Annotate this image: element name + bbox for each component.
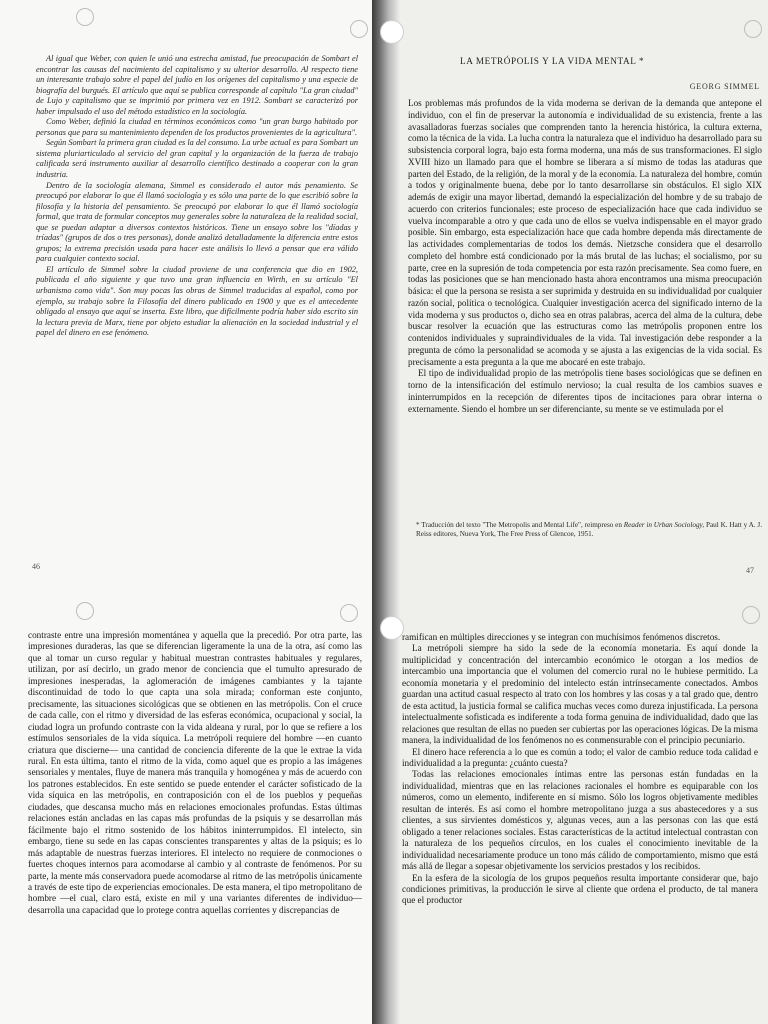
body-paragraph: contraste entre una impresión momentánea y aquella que la precedió. Por otra parte, las impresiones duraderas, las que se diferencian ligeramente la una de la otra, así como las que al tomar un curso regular y habitual muestran contrastes habituales y regulares, utilizan, por así decirlo, un grado menor de conciencia que el tumulto apresurado de impresiones inesperadas, la aglomeración de imágenes cambiantes y la tajante discontinuidad de todo lo que capta una sola mirada; conforman este conjunto, precisamente, las situaciones sicológicas que se obtienen en las metrópolis. Con el cruce de cada calle, con el ritmo y diversidad de las esferas económica, ocupacional y social, la ciudad logra un profundo contraste con la vida aldeana y rural, por lo que se refiere a los estímulos sensoriales de la vida síquica. La metrópoli requiere del hombre —en cuanto criatura que discierne— una cantidad de conciencia diferente de la que le extrae la vida rural. En esta última, tanto el ritmo de la vida, como aquel que es propio a las imágenes sensoriales y mentales, fluye de manera más tranquila y homogénea y más de acuerdo con los patrones establecidos. En este sentido se puede entender el carácter sofisticado de la vida síquica en las metrópolis, en contraposición con el de los pueblos y pequeñas ciudades, que descansa mucho más en relaciones emocionales profundas. Estas últimas relaciones están ancladas en las capas más profundas de la psiquis y se desarrollan más fácilmente bajo el ritmo sostenido de los hábitos ininterrumpidos. El intelecto, sin embargo, tiene su sede en las capas conscientes transparentes y altas de la psiquis; es lo más adaptable de nuestras fuerzas interiores. El intelecto no requiere de conmociones o fuertes choques internos para acomodarse al cambio y al contraste de fenómenos. Por su parte, la mente más conservadora puede acomodarse al ritmo de las metrópolis únicamente a través de este tipo de experiencias emocionales. De esta manera, el tipo metropolitano de hombre —el cual, claro está, existe en mil y una variantes diferentes de individuo— desarrolla una capacidad que lo protege contra aquellas corrientes y discrepancias de: [28, 630, 362, 915]
translation-footnote: [416, 521, 762, 539]
article-body-continued: [28, 630, 362, 916]
editor-introduction: [36, 54, 358, 339]
intro-paragraph: El artículo de Simmel sobre la ciudad proviene de una conferencia que dio en 1902, publicada el año siguiente y que tuvo una gran influencia en Wirth, en su artículo "El urbanismo como vida". Son muy pocas las obras de Simmel traducidas al español, como por ejemplo, su trabajo sobre la Filosofía del dinero publicado en 1900 y que es el antecedente obligado al ensayo que aquí se inserta. Este libro, que difícilmente podría haber sido escrito sin la lectura previa de Marx, tiene por objeto estudiar la alienación en la sociedad industrial y el papel del dinero en ese fenómeno.: [36, 264, 358, 338]
body-paragraph: En la esfera de la sicología de los grupos pequeños resulta importante considerar que, bajo condiciones primitivas, la producción le sirve al cliente que ordena el producto, de tal manera que el productor: [402, 872, 758, 906]
binding-shadow: [372, 0, 400, 598]
body-paragraph: El tipo de individualidad propio de las metrópolis tiene bases sociológicas que se definen en torno de la intensificación del estímulo nervioso; la cual resulta de los cambios suaves e ininterrumpidos en la recepción de diferentes tipos de incitaciones para obrar interna o externamente. Siendo el hombre un ser diferenciante, su mente se ve estimulada por el: [408, 368, 762, 414]
intro-paragraph: Según Sombart la primera gran ciudad es la del consumo. La urbe actual es para Sombart un sistema pluriarticulado al servicio del gran capital y la organización de la fuerza de trabajo calificada será instrumento auxiliar al desarrollo científico destinado a cooperar con la gran industria.: [36, 138, 358, 180]
page-number: 47: [746, 566, 754, 575]
footnote-text: * Traducción del texto "The Metropolis and Mental Life", reimpreso en: [416, 521, 624, 529]
punch-hole: [380, 616, 404, 640]
binder-ring-mark: [350, 20, 368, 38]
article-author: GEORG SIMMEL: [689, 82, 760, 91]
punch-hole: [380, 20, 404, 44]
binder-ring-mark: [76, 602, 94, 620]
article-body: [408, 98, 762, 415]
body-paragraph: Todas las relaciones emocionales íntimas entre las personas están fundadas en la individualidad, mientras que en las relaciones racionales el hombre es equiparable con los números, como un elemento, indiferente en sí mismo. Sólo los logros objetivamente medibles resultan de interés. Es así como el hombre metropolitano juzga a sus abastecedores y a sus clientes, a sus sirvientes domésticos y, algunas veces, aun a las personas con las que está obligado a tener relaciones sociales. Estas características de la actitud intelectual contrastan con la naturaleza de los pequeños círculos, en los cuales el conocimiento inevitable de la individualidad necesariamente produce un tono más cálido de comportamiento, mismo que está más allá de llegar a sopesar objetivamente los servicios prestados y los recibidos.: [402, 769, 758, 872]
binding-shadow: [372, 598, 400, 1024]
intro-paragraph: Dentro de la sociología alemana, Simmel es considerado el autor más penamiento. Se preocupó por elaborar lo que él llamó sociología y es sólo una parte de lo que escribió sobre la filosofía y la historia del pensamiento. Se preocupó por elaborar lo que él llamó sociología formal, que trata de formular conceptos muy generales sobre la naturaleza de la realidad social, que se puedan adaptar a diversos contextos históricos. Tiene un ensayo sobre los "díadas y tríadas" (grupos de dos o tres personas), donde analizó detalladamente la diferencia entre estos grupos; la extrema precisión usada para hacer este análisis lo llevó a pensar que era válido para cualquier contexto social.: [36, 180, 359, 264]
article-body-continued: [402, 632, 758, 907]
page-number: 46: [32, 562, 40, 571]
binder-ring-mark: [340, 604, 358, 622]
binder-ring-mark: [76, 8, 94, 26]
article-title: LA METRÓPOLIS Y LA VIDA MENTAL *: [460, 56, 645, 66]
body-paragraph: El dinero hace referencia a lo que es común a todo; el valor de cambio reduce toda calidad e individualidad a la pregunta: ¿cuánto cuesta?: [402, 746, 758, 768]
body-paragraph: ramifican en múltiples direcciones y se integran con muchísimos fenómenos discretos.: [402, 632, 721, 642]
body-paragraph: Los problemas más profundos de la vida moderna se derivan de la demanda que antepone el individuo, con el fin de preservar la autonomía e individualidad de su existencia, frente a las avasalladoras fuerzas sociales que comprenden tanto la herencia histórica, la cultura externa, como la técnica de la vida. La lucha contra la naturaleza que el individuo ha desarrollado para su subsistencia corporal logra, bajo esta forma moderna, una más de sus transformaciones. El siglo XVIII hizo un llamado para que el hombre se liberara a sí mismo de todas las ataduras que parten del Estado, de la religión, de la moral y de la economía. La naturaleza del hombre, común a todos y originalmente buena, debe por lo tanto desarrollarse sin obstáculos. El siglo XIX además de exigir una mayor libertad, demandó la especialización del hombre y de su trabajo de acuerdo con criterios funcionales; este proceso de especialización hace que cada individuo se vuelva incomparable a otro y que cada uno de ellos se vuelva indispensable en el mayor grado posible. Sin embargo, esta especialización hace que cada hombre dependa más directamente de las actividades complementarias de todos los demás. Nietzsche considera que el desarrollo completo del hombre está condicionado por la más brutal de las luchas; el socialismo, por su parte, cree en la supresión de toda competencia por esta razón precisamente. Sea como fuere, en todas las posiciones que se han mencionado hasta ahora encontramos una misma preocupación básica: el que la persona se resista a ser suprimida y destruida en su individualidad por cualquier razón social, política o tecnológica. Cualquier investigación acerca del significado interno de la vida moderna y sus productos o, dicho sea en otras palabras, acerca del alma de la cultura, debe buscar resolver la ecuación que las estructuras como las metrópolis proponen entre los contenidos individuales y supraindividuales de la vida. Tal investigación debe responder a la pregunta de cómo la personalidad se acomoda y se ajusta a las exigencias de la vida social. Es precisamente a esta pregunta a la que me abocaré en este trabajo.: [408, 98, 762, 367]
footnote-source-title: Reader in Urban Sociology,: [623, 521, 705, 529]
intro-paragraph: Al igual que Weber, con quien le unió una estrecha amistad, fue preocupación de Sombart el encontrar las causas del nacimiento del capitalismo y su ulterior desarrollo. Al respecto tiene un interesante trabajo sobre el papel del judío en los orígenes del capitalismo y una especie de biografía del burgués. El artículo que aquí se publica corresponde al capítulo "La gran ciudad" de Lujo y capitalismo que se imprimió por primera vez en 1912. Sombart se caracterizó por haber impulsado el uso del método estadístico en la sociología.: [36, 54, 358, 116]
binder-ring-mark: [742, 606, 760, 624]
intro-paragraph: Como Weber, definió la ciudad en términos económicos como "un gran burgo habitado por personas que para su mantenimiento dependen de los productos provenientes de la agricultura".: [36, 117, 358, 137]
binder-ring-mark: [744, 20, 762, 38]
footnote-text: Paul K. Hatt y A. J. Reiss editores, Nueva York, The Free Press of Glencoe, 1951.: [416, 521, 763, 538]
body-paragraph: La metrópoli siempre ha sido la sede de la economía monetaria. Es aquí donde la multiplicidad y concentración del intercambio económico le otorgan a los medios de intercambio una importancia que el volumen del comercio rural no le hubiese permitido. La economía monetaria y el predominio del intelecto están intrínsecamente conectados. Ambos guardan una actitud casual respecto al trato con los hombres y las cosas y a tal grado que, dentro de esta actitud, la justicia formal se califica muchas veces como dureza injustificada. La persona intelectualmente sofisticada es indiferente a toda forma genuina de individualidad, dado que las relaciones que resultan de ellas no pueden ser cubiertas por las operaciones lógicas. De la misma manera, la individualidad de los fenómenos no es conmensurable con el principio pecuniario.: [402, 643, 758, 746]
